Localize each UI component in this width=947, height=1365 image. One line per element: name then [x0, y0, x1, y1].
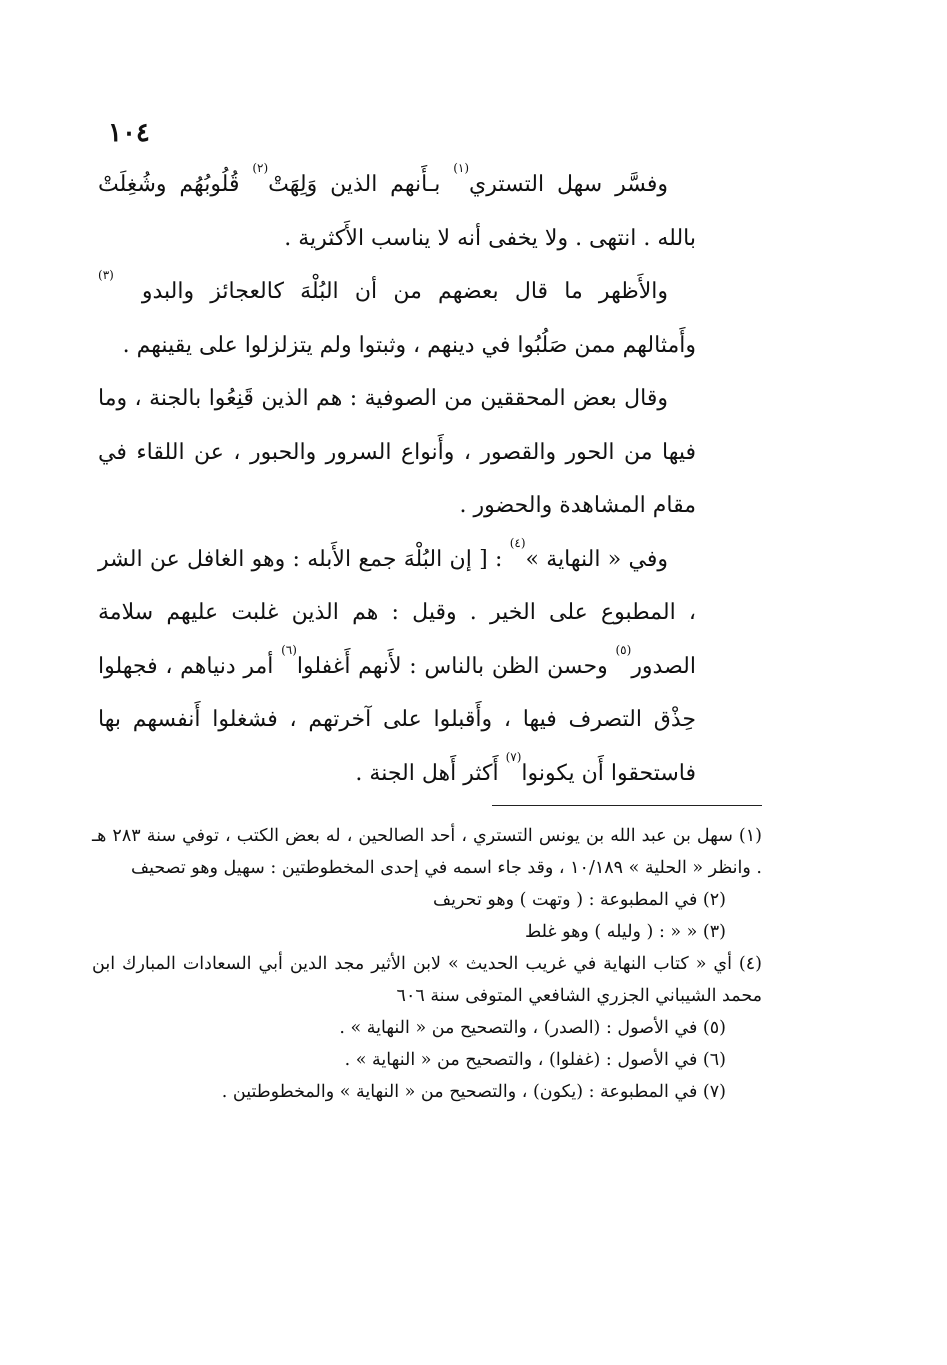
paragraph-4	[98, 533, 696, 801]
footnote-7: (٧) في المطبوعة : (يكون) ، والتصحيح من « النهاية » والمخطوطتين .	[221, 1082, 726, 1102]
paragraph-1-text-c: قُلُوبُهُم وشُغِلَتْ بالله . انتهى . ولا يخفى أنه لا يناسب الأَكثرية .	[98, 172, 696, 251]
footnote-divider	[492, 805, 762, 806]
paragraph-3-text: وقال بعض المحققين من الصوفية : هم الذين قَنِعُوا بالجنة ، وما فيها من الحور والقصور ، وأَنواع السرور والحبور ، عن اللقاء في مقام المشاهدة والحضور .	[98, 386, 696, 518]
paragraph-1	[98, 158, 696, 265]
paragraph-4-text-d: أمر دنياهم ، فجهلوا حِذْق التصرف فيها ، وأَقبلوا على آخرتهم ، فشغلوا أَنفسهم بها فاستحقوا أَن يكونوا	[98, 653, 696, 786]
footnote-6: (٦) في الأصول : (غفلوا) ، والتصحيح من « النهاية » .	[344, 1050, 726, 1070]
footnote-3: (٣) « « : ( وليله ) وهو غلط	[524, 922, 726, 942]
footnote-5: (٥) في الأصول : (الصدر) ، والتصحيح من « النهاية » .	[339, 1018, 726, 1038]
footnote-4: (٤) أي « كتاب النهاية في غريب الحديث » لابن الأثير مجد الدين أبي السعادات المبارك ابن محمد الشيباني الجزري الشافعي المتوفى سنة ٦٠٦	[92, 954, 762, 1006]
footnote-ref-5: (٥)	[615, 642, 632, 657]
footnote-ref-2: (٢)	[252, 161, 269, 175]
paragraph-1-text-a: وفسَّر سهل التستري	[469, 172, 668, 197]
page-number: ١٠٤	[108, 118, 150, 148]
footnote-ref-3: (٣)	[98, 268, 114, 282]
footnote-ref-6: (٦)	[281, 642, 297, 657]
paragraph-4-text-c: وحسن الظن بالناس : لأَنهم أَغفلوا	[296, 653, 616, 679]
paragraph-3	[98, 372, 696, 533]
main-text	[98, 158, 696, 800]
footnote-1: (١) سهل بن عبد الله بن يونس التستري ، أحد الصالحين ، له بعض الكتب ، توفي سنة ٢٨٣ هـ . وانظر « الحلية » ١٠/١٨٩ ، وقد جاء اسمه في إحدى المخطوطتين : سهيل وهو تصحيف	[92, 826, 762, 878]
paragraph-4-text-a: وفي « النهاية »	[525, 546, 669, 572]
paragraph-4-text-b: : [ إن البُلْهَ جمع الأَبله : وهو الغافل عن الشر ، المطبوع على الخير . وقيل : هم الذين غلبت عليهم سلامة الصدور	[98, 546, 697, 679]
paragraph-1-text-b: بـأَنهم الذين وَلِهَتْ	[268, 172, 454, 197]
footnote-ref-1: (١)	[453, 161, 470, 175]
paragraph-4-text-e: أَكثر أَهل الجنة .	[355, 760, 506, 786]
footnote-ref-4: (٤)	[509, 535, 526, 550]
footnote-ref-7: (٧)	[505, 749, 522, 764]
footnotes	[92, 820, 762, 1108]
footnote-2: (٢) في المطبوعة : ( وتهت ) وهو تحريف	[433, 890, 726, 910]
paragraph-2	[98, 265, 696, 372]
paragraph-2-text: والأَظهر ما قال بعضهم من أن البُلْهَ كالعجائز والبدو وأَمثالهم ممن صَلُبُوا في دينهم ، وثبتوا ولم يتزلزلوا على يقينهم .	[122, 279, 696, 358]
